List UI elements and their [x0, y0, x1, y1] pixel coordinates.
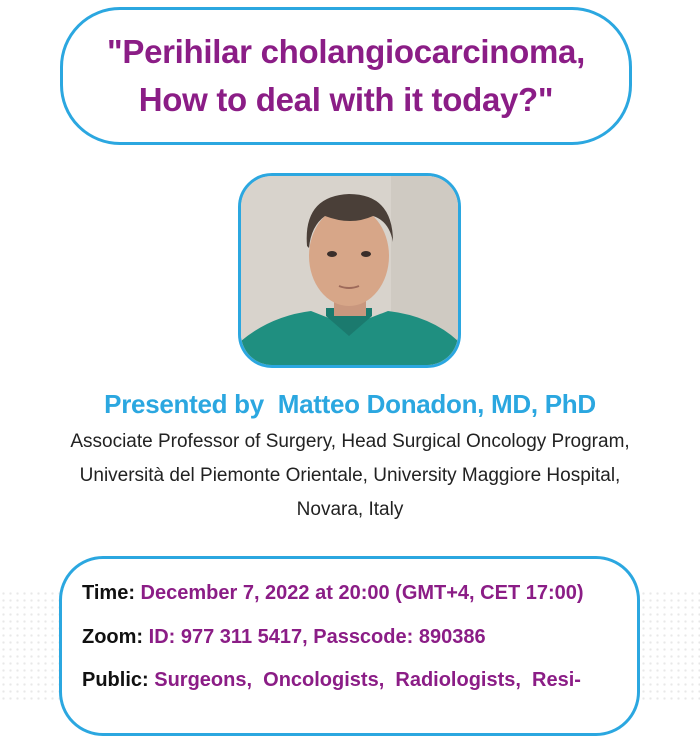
time-value: December 7, 2022 at 20:00 (GMT+4, CET 17:00): [140, 582, 584, 604]
zoom-value: ID: 977 311 5417, Passcode: 890386: [148, 626, 486, 648]
public-label: Public:: [82, 669, 149, 691]
title-box: [60, 7, 632, 145]
public-value: Surgeons, Oncologists, Radiologists, Resi-: [154, 669, 581, 691]
presenter-line: [0, 389, 700, 420]
decorative-dots-left: [0, 590, 60, 700]
affiliation-line-3: Novara, Italy: [296, 499, 404, 520]
presenter-prefix: Presented by: [104, 389, 271, 419]
presenter-portrait-image: [241, 176, 458, 365]
time-row: [82, 582, 584, 605]
decorative-dots-right: [640, 590, 700, 700]
presenter-name: Matteo Donadon, MD, PhD: [277, 389, 596, 419]
zoom-row: [82, 626, 486, 649]
title-line-2: How to deal with it today?": [138, 81, 554, 118]
presenter-photo: [238, 173, 461, 368]
title-line-1: "Perihilar cholangiocarcinoma,: [107, 33, 585, 70]
affiliation-line-2: Università del Piemonte Orientale, University Maggiore Hospital,: [79, 465, 621, 486]
affiliation-line-1: Associate Professor of Surgery, Head Surgical Oncology Program,: [70, 431, 630, 452]
public-row: [82, 669, 581, 692]
event-details-box: [59, 556, 640, 736]
time-label: Time:: [82, 582, 135, 604]
zoom-label: Zoom:: [82, 626, 144, 648]
